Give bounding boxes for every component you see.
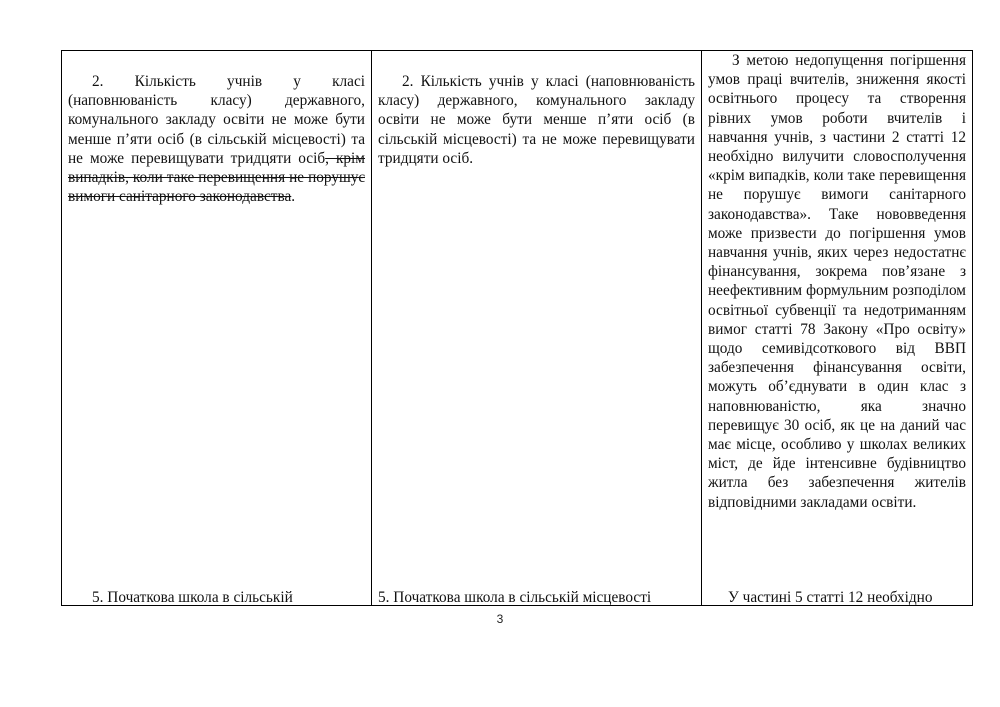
current-text-paragraph-2: [68, 72, 365, 206]
comparison-table: [61, 50, 973, 606]
page-number: 3: [496, 612, 504, 626]
struck-out-text: , крім випадків, коли таке перевищення не порушує вимоги санітарного законодавства: [68, 149, 365, 206]
current-text-end: .: [291, 188, 296, 206]
current-text-paragraph-5: 5. Початкова школа в сільській: [92, 589, 293, 606]
proposed-text-cell: [372, 51, 702, 606]
justification-paragraph-next: У частині 5 статті 12 необхідно: [728, 589, 933, 606]
proposed-text-paragraph-5: 5. Початкова школа в сільській місцевості: [378, 589, 652, 606]
current-text-cell: [62, 51, 372, 606]
justification-paragraph: З метою недопущення погіршення умов праці вчителів, зниження якості освітнього процесу та створення рівних умов роботи вчителів і навчання учнів, з частини 2 статті 12 необхідно вилучити словосполучення «крім випадків, коли таке перевищення не порушує вимоги санітарного законодавства». Таке нововведення може призвести до погіршення умов навчання учнів, яких через недостатнє фінансування, зокрема пов’язане з неефективним формульним розподілом освітньої субвенції та недотриманням вимог статті 78 Закону «Про освіту» щодо семивідсоткового від ВВП забезпечення фінансування освіти, можуть об’єднувати в один клас з наповнюваністю, яка значно перевищує 30 осіб, як це на даний час має місце, особливо у школах великих міст, де йде інтенсивне будівництво житла без забезпечення жителів відповідними закладами освіти.: [708, 52, 966, 511]
justification-cell: [702, 51, 973, 606]
proposed-text-paragraph-2: 2. Кількість учнів у класі (наповнюваність класу) державного, комунального закладу освіти не може бути менше п’яти осіб (в сільській місцевості) та не може перевищувати тридцяти осіб.: [378, 73, 695, 167]
current-text-plain: 2. Кількість учнів у класі (наповнюваність класу) державного, комунального закладу освіти не може бути менше п’яти осіб (в сільській місцевості) та не може перевищувати тридцяти осіб: [68, 73, 365, 167]
table-row: [62, 51, 973, 606]
